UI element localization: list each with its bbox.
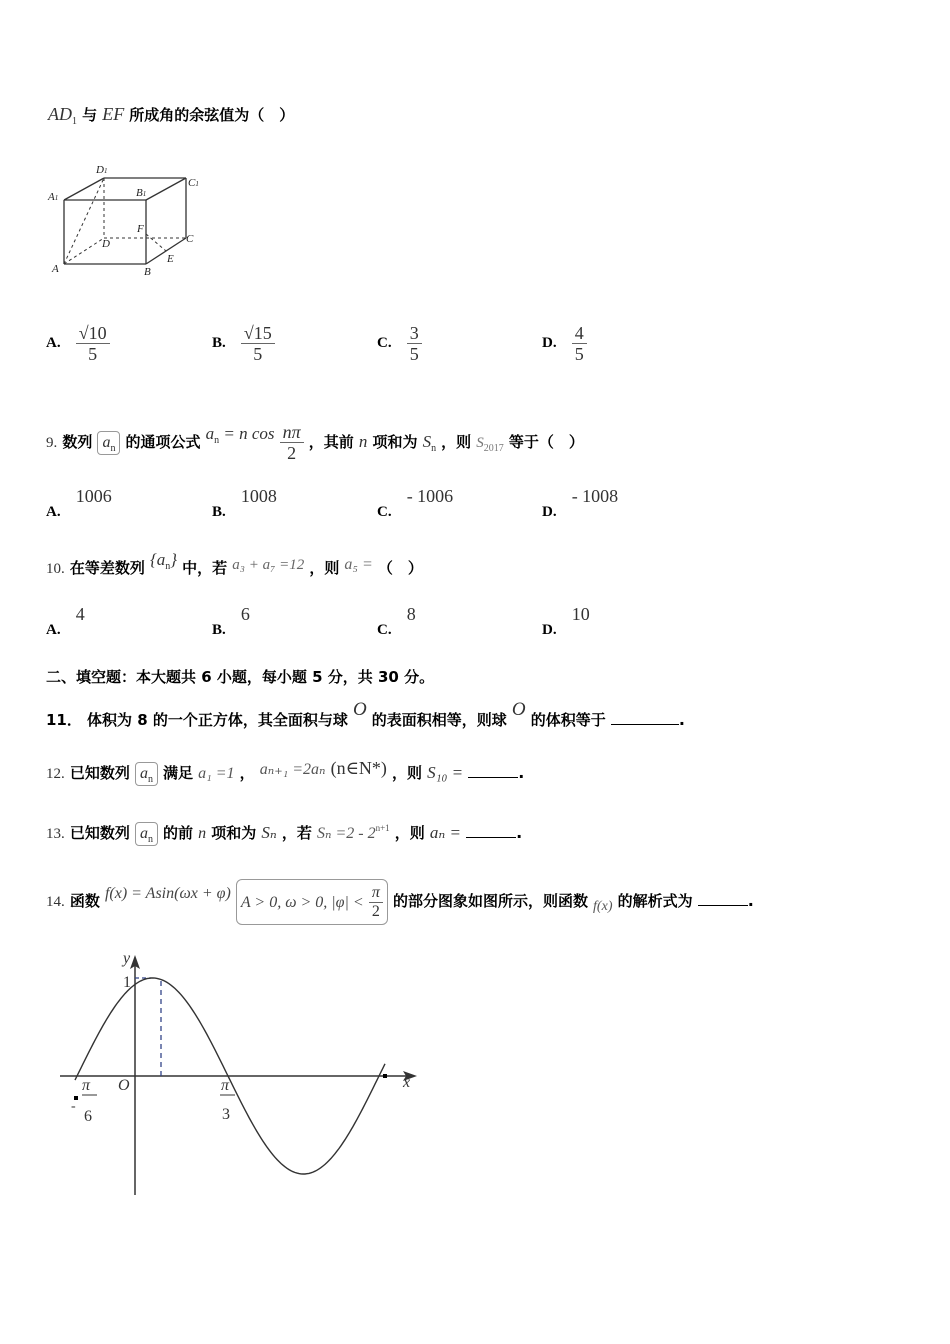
label-C1: C1 — [188, 177, 199, 189]
ad1-symbol: $AD_1$ — [48, 104, 77, 127]
q9-option-a[interactable]: A. 1006 — [46, 486, 112, 520]
x-label: x — [403, 1074, 411, 1091]
q14-stem: 14. 函数 f(x) = Asin(ωx + φ) A > 0, ω > 0, |φ| < $\frac{\pi}{2}$ 的部分图象如图所示，则函数 f(x) 的解析式为 . — [46, 864, 754, 937]
q8-option-b[interactable]: B. $\frac{√15}{5}$ — [212, 323, 275, 364]
frac: $\frac{√15}{5}$ — [241, 323, 275, 364]
q13-stem: 13. 已知数列 $a_n$ 的前 n 项和为 Sₙ ，若 $S_n =2 - 2^{n+1}$ ，则 aₙ = . — [46, 823, 523, 845]
tick-pi-num-2: π — [221, 1077, 230, 1094]
section-2-title: 二、填空题：本大题共 6 小题，每小题 5 分，共 30 分。 — [46, 668, 435, 686]
label-D1: D1 — [96, 164, 108, 176]
q8-stem: $AD_1$ 与 EF 所成角的余弦值为（ ） — [48, 104, 295, 127]
frac: $\frac{4}{5}$ — [572, 323, 587, 364]
sine-graph — [55, 945, 435, 1205]
tick-label-1: 1 — [123, 974, 131, 991]
label-B: B — [144, 266, 151, 278]
frac: $\frac{√10}{5}$ — [76, 323, 110, 364]
tick-pi-num: π — [82, 1077, 91, 1094]
q10-option-a[interactable]: A. 4 — [46, 604, 85, 638]
sequence-an: $\{a_n\}$ — [149, 550, 178, 572]
answer-blank[interactable] — [611, 710, 679, 725]
q10-option-d[interactable]: D. 10 — [542, 604, 590, 638]
q10-stem: 10. 在等差数列 $\{a_n\}$ 中，若 a₃ + a₇ =12 ，则 a₅ = （ ） — [46, 550, 423, 577]
q9-stem: 9. 数列 $a_n$ 的通项公式 $a_n = n$ cos $\frac{n\pi}{2}$ ，其前 n 项和为 $S_n$ ，则 $S_{2017}$ 等于（ ） — [46, 422, 584, 463]
label-F: F — [137, 223, 144, 235]
label-A: A — [52, 263, 59, 275]
frac: $\frac{3}{5}$ — [407, 323, 422, 364]
tick-neg-sign: - — [71, 1099, 76, 1114]
frac-npi-2: $\frac{n\pi}{2}$ — [280, 422, 304, 463]
origin-label: O — [118, 1077, 130, 1094]
sequence-an: $a_n$ — [97, 431, 120, 455]
q8-option-d[interactable]: D. $\frac{4}{5}$ — [542, 323, 587, 364]
ef-symbol: EF — [102, 104, 125, 124]
label-E: E — [167, 253, 174, 265]
q9-option-c[interactable]: C. - 1006 — [377, 486, 454, 520]
q11-stem: 11． 体积为 8 的一个正方体，其全面积与球 O 的表面积相等，则球 O 的体积等于 . — [46, 699, 685, 729]
answer-blank[interactable] — [698, 891, 748, 906]
sequence-an: $a_n$ — [135, 822, 158, 846]
answer-blank[interactable] — [466, 823, 516, 838]
answer-blank[interactable] — [468, 763, 518, 778]
label-C: C — [186, 233, 194, 245]
q8-option-c[interactable]: C. $\frac{3}{5}$ — [377, 323, 422, 364]
q9-option-b[interactable]: B. 1008 — [212, 486, 277, 520]
q10-option-c[interactable]: C. 8 — [377, 604, 416, 638]
sequence-an: $a_n$ — [135, 762, 158, 786]
label-A1: A1 — [48, 191, 59, 203]
tick-three: 3 — [222, 1106, 230, 1123]
y-label: y — [123, 950, 131, 967]
q9-option-d[interactable]: D. - 1008 — [542, 486, 619, 520]
label-B1: B1 — [136, 187, 147, 199]
q12-stem: 12. 已知数列 $a_n$ 满足 a₁ =1 ， aₙ₊₁ =2aₙ (n∈N*) ，则 S₁₀ = . — [46, 758, 525, 785]
q8-stem-text: 所成角的余弦值为（ ） — [129, 106, 295, 124]
label-D: D — [102, 238, 110, 250]
tick-six: 6 — [84, 1108, 92, 1125]
condition-bracket: A > 0, ω > 0, |φ| < $\frac{\pi}{2}$ — [236, 879, 388, 925]
q10-option-b[interactable]: B. 6 — [212, 604, 250, 638]
cube-diagram — [44, 158, 214, 283]
q8-option-a[interactable]: A. $\frac{√10}{5}$ — [46, 323, 110, 364]
